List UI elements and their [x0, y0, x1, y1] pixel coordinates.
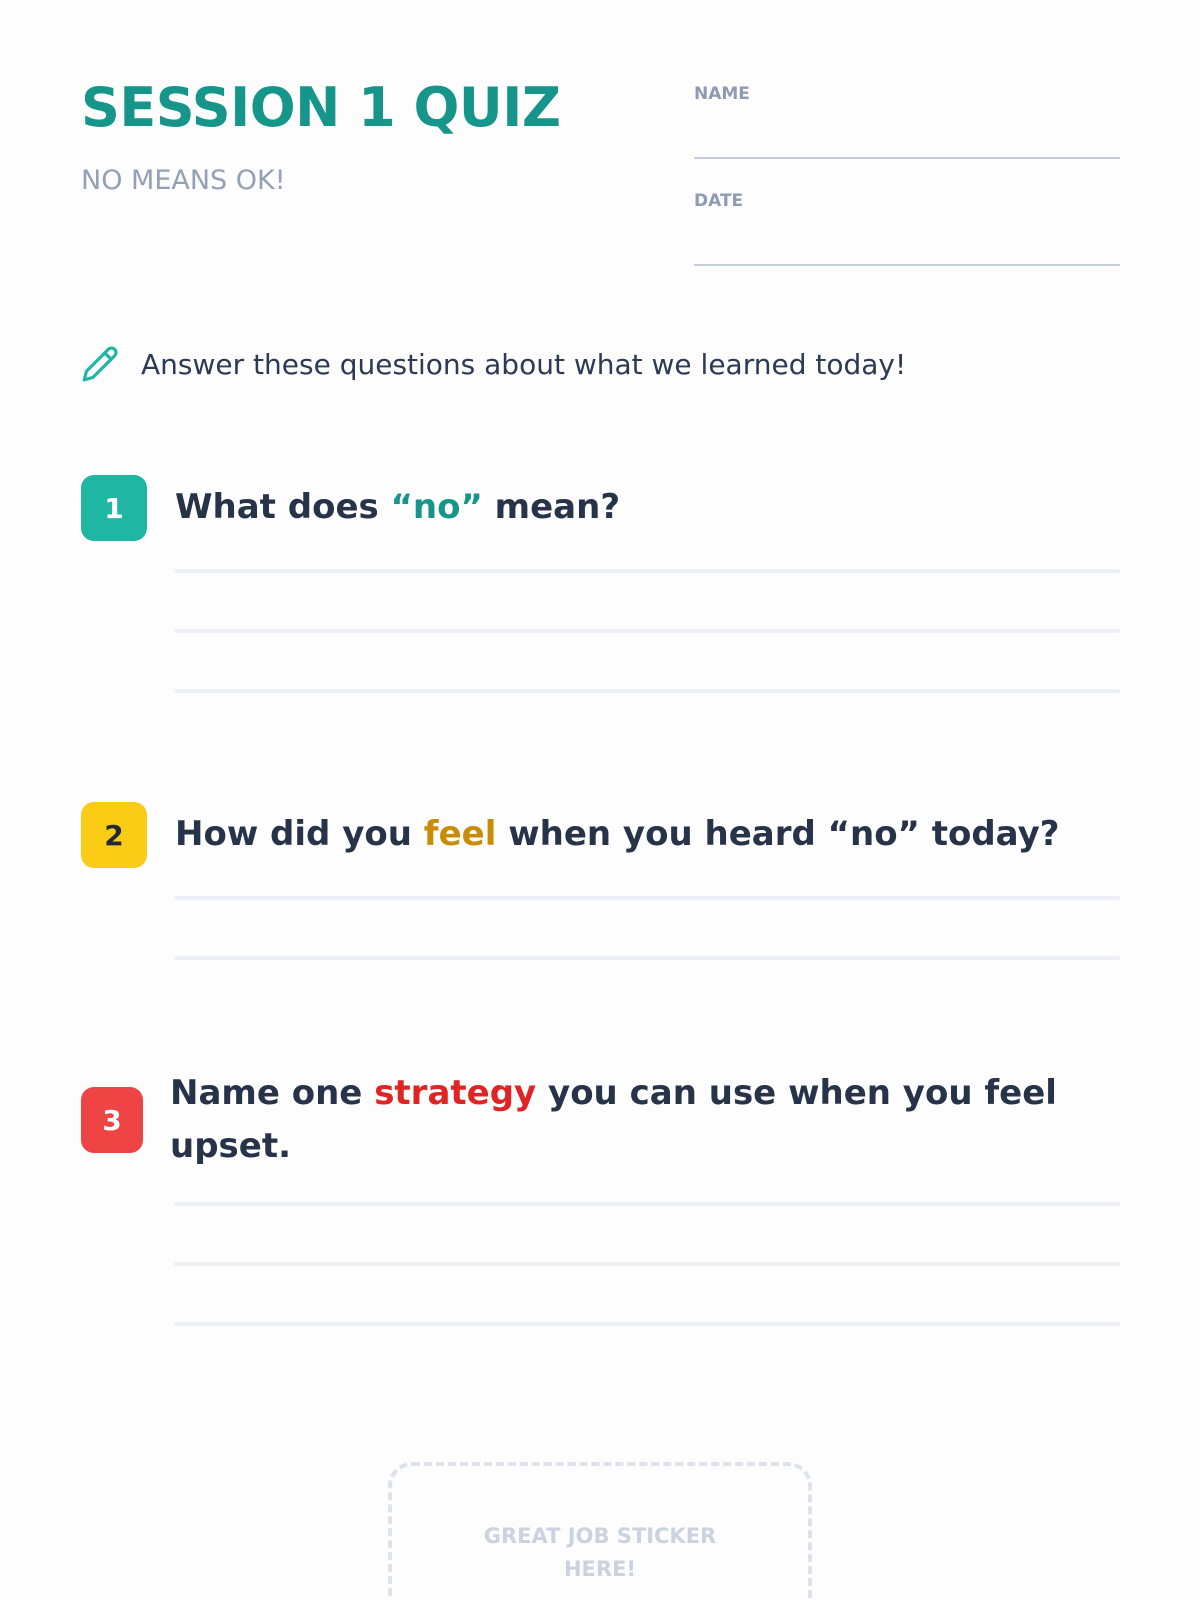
answer-line[interactable] — [174, 1322, 1120, 1326]
sticker-box — [388, 1462, 812, 1600]
question-number-badge: 1 — [81, 475, 147, 541]
question-number-badge: 3 — [81, 1087, 143, 1153]
question-number-badge: 2 — [81, 802, 147, 868]
date-label: DATE — [694, 191, 744, 211]
question-highlight: “no” — [390, 487, 483, 527]
page-subtitle: NO MEANS OK! — [81, 165, 286, 196]
instruction-text: Answer these questions about what we learned today! — [141, 347, 907, 381]
question-highlight: strategy — [374, 1073, 537, 1113]
instructions — [81, 345, 906, 383]
question-text-part: mean? — [482, 487, 621, 527]
answer-line[interactable] — [174, 629, 1120, 633]
question-text-part: Name one — [170, 1073, 375, 1113]
question-text-part: What does — [175, 487, 391, 527]
name-label: NAME — [694, 84, 750, 104]
question-text-part: you can use when you feel upset. — [170, 1073, 1057, 1166]
sticker-label — [392, 1520, 808, 1586]
answer-line[interactable] — [174, 956, 1120, 960]
page-title: SESSION 1 QUIZ — [81, 76, 561, 139]
question-text-part: How did you — [175, 814, 424, 854]
answer-line[interactable] — [174, 1202, 1120, 1206]
answer-line[interactable] — [174, 689, 1120, 693]
date-field[interactable] — [694, 264, 1120, 266]
question-text-part: when you heard “no” today? — [496, 814, 1060, 854]
answer-line[interactable] — [174, 1262, 1120, 1266]
name-field[interactable] — [694, 157, 1120, 159]
sticker-text: GREAT JOB STICKER HERE! — [483, 1524, 717, 1581]
answer-line[interactable] — [174, 896, 1120, 900]
question-2-text — [175, 808, 1125, 861]
question-1-text — [175, 481, 1125, 534]
question-3-text — [170, 1067, 1070, 1173]
question-highlight: feel — [423, 814, 497, 854]
answer-line[interactable] — [174, 569, 1120, 573]
pencil-icon — [81, 345, 119, 383]
